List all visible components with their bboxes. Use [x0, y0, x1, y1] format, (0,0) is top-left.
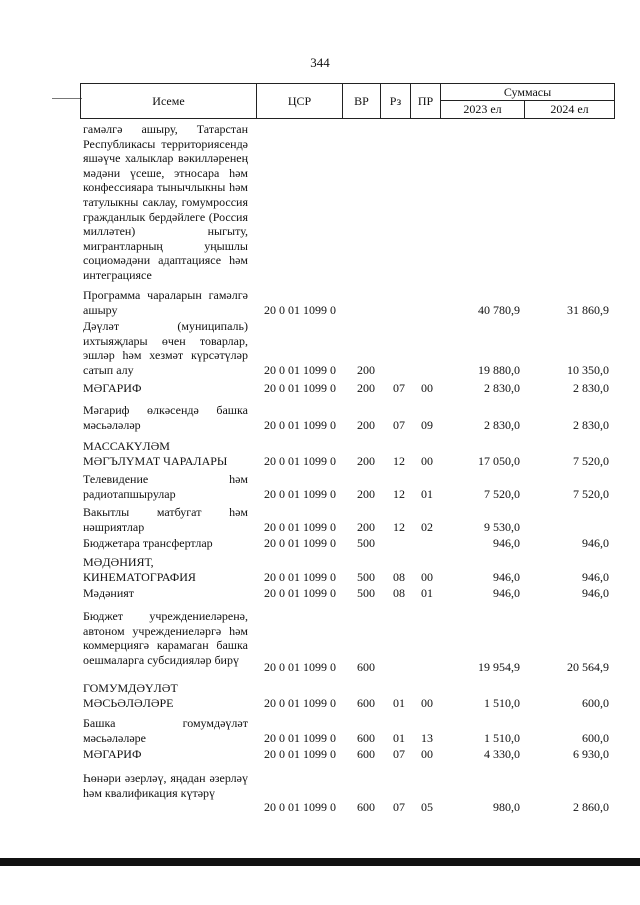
header-name: Исеме	[81, 84, 257, 119]
row-sum-2024: 2 830,0	[573, 417, 609, 432]
row-sum-2023: 2 830,0	[484, 417, 520, 432]
table-row	[0, 503, 640, 536]
row-rz: 12	[393, 486, 405, 501]
row-sum-2024: 20 564,9	[567, 660, 609, 674]
row-pr: 01	[421, 486, 433, 501]
row-name: Дәүләт (муниципаль) ихтыяҗлары өчен товарлар, эшләр һәм хезмәт күрсәтүләр сатып алу	[83, 319, 248, 377]
page-number: 344	[310, 55, 330, 70]
row-vr: 200	[357, 417, 375, 432]
row-pr: 09	[421, 417, 433, 432]
row-vr: 600	[357, 695, 375, 710]
header-sum: Суммасы	[441, 84, 615, 101]
row-sum-2023: 19 880,0	[478, 362, 520, 377]
row-sum-2023: 9 530,0	[484, 519, 520, 534]
row-sum-2024: 946,0	[582, 569, 609, 584]
row-name: Программа чараларын гамәлгә ашыру	[83, 288, 248, 317]
row-sum-2024: 946,0	[582, 536, 609, 550]
margin-mark	[52, 98, 82, 99]
table-row	[0, 122, 640, 288]
row-name: Һөнәри әзерләү, яңадан әзерләү һәм квалификация күтәрү	[83, 771, 248, 800]
row-rz: 07	[393, 381, 405, 395]
row-sum-2023: 946,0	[493, 536, 520, 550]
row-sum-2024: 10 350,0	[567, 362, 609, 377]
row-vr: 200	[357, 362, 375, 377]
row-csr: 20 0 01 1099 0	[264, 586, 336, 600]
row-sum-2023: 980,0	[493, 800, 520, 815]
row-sum-2024: 600,0	[582, 730, 609, 745]
row-vr: 600	[357, 800, 375, 815]
row-sum-2023: 19 954,9	[478, 660, 520, 674]
header-year-2023: 2023 ел	[441, 101, 525, 119]
row-sum-2024: 2 830,0	[573, 381, 609, 395]
row-csr: 20 0 01 1099 0	[264, 519, 336, 534]
table-row	[0, 714, 640, 745]
row-vr: 500	[357, 536, 375, 550]
row-name: МӘГАРИФ	[83, 747, 142, 761]
row-sum-2023: 40 780,9	[478, 302, 520, 317]
row-rz: 01	[393, 695, 405, 710]
row-sum-2023: 1 510,0	[484, 695, 520, 710]
row-csr: 20 0 01 1099 0	[264, 695, 336, 710]
table-body	[0, 122, 640, 816]
row-vr: 500	[357, 569, 375, 584]
row-sum-2024: 946,0	[582, 586, 609, 600]
row-pr: 02	[421, 519, 433, 534]
table-row	[0, 536, 640, 552]
table-row	[0, 677, 640, 714]
row-sum-2023: 4 330,0	[484, 747, 520, 761]
row-name: Телевидение һәм радиотапшырулар	[83, 472, 248, 501]
row-rz: 12	[393, 519, 405, 534]
row-rz: 07	[393, 800, 405, 815]
row-name: МӘГАРИФ	[83, 381, 142, 395]
row-name: Мәдәният	[83, 586, 135, 600]
row-pr: 00	[421, 747, 433, 761]
row-name: ГОМУМДӘҮЛӘТ МӘСЬӘЛӘЛӘРЕ	[83, 681, 178, 710]
row-sum-2024: 600,0	[582, 695, 609, 710]
row-csr: 20 0 01 1099 0	[264, 362, 336, 377]
scan-bottom-border	[0, 858, 640, 866]
table-row	[0, 603, 640, 677]
row-sum-2023: 1 510,0	[484, 730, 520, 745]
table-row	[0, 586, 640, 603]
row-pr: 00	[421, 569, 433, 584]
row-vr: 200	[357, 453, 375, 468]
row-sum-2023: 946,0	[493, 586, 520, 600]
row-name: Башка гомумдәүләт мәсьәләләре	[83, 716, 248, 745]
row-sum-2023: 2 830,0	[484, 381, 520, 395]
row-pr: 00	[421, 695, 433, 710]
row-vr: 200	[357, 519, 375, 534]
row-pr: 01	[421, 586, 433, 600]
row-pr: 00	[421, 453, 433, 468]
row-csr: 20 0 01 1099 0	[264, 747, 336, 761]
row-name: гамәлгә ашыру, Татарстан Республикасы территориясендә яшәүче халыклар вәкилләренең мәдәни үсеше, этносара һәм конфессияара тынычлыкны һәм татулыкны саклау, гомумроссия гражданлык бердәйлеге (Россия милләтен) ныгыту, мигрантларның уңышлы социомәдәни адаптациясе һәм интеграциясе	[83, 122, 248, 282]
row-name: Мәгариф өлкәсендә башка мәсьәләләр	[83, 403, 248, 432]
table-row	[0, 745, 640, 766]
row-rz: 07	[393, 747, 405, 761]
header-vr: ВР	[343, 84, 381, 119]
row-csr: 20 0 01 1099 0	[264, 800, 336, 815]
row-vr: 600	[357, 660, 375, 674]
row-csr: 20 0 01 1099 0	[264, 730, 336, 745]
row-csr: 20 0 01 1099 0	[264, 417, 336, 432]
row-csr: 20 0 01 1099 0	[264, 569, 336, 584]
row-vr: 200	[357, 381, 375, 395]
row-csr: 20 0 01 1099 0	[264, 302, 336, 317]
row-rz: 08	[393, 569, 405, 584]
row-rz: 07	[393, 417, 405, 432]
table-row	[0, 434, 640, 470]
row-name: Бюджет учреждениеләренә, автоном учреждениеләргә һәм коммерциягә карамаган башка оешмаларга субсидияләр бирү	[83, 609, 248, 667]
row-csr: 20 0 01 1099 0	[264, 486, 336, 501]
row-csr: 20 0 01 1099 0	[264, 536, 336, 550]
row-sum-2024: 7 520,0	[573, 486, 609, 501]
row-name: МӘДӘНИЯТ, КИНЕМАТОГРАФИЯ	[83, 555, 196, 584]
table-row	[0, 766, 640, 816]
row-sum-2023: 17 050,0	[478, 453, 520, 468]
row-csr: 20 0 01 1099 0	[264, 453, 336, 468]
header-rz: Рз	[381, 84, 411, 119]
row-rz: 08	[393, 586, 405, 600]
header-pr: ПР	[411, 84, 441, 119]
table-row	[0, 319, 640, 381]
row-vr: 500	[357, 586, 375, 600]
header-csr: ЦСР	[257, 84, 343, 119]
row-csr: 20 0 01 1099 0	[264, 660, 336, 674]
row-rz: 01	[393, 730, 405, 745]
row-pr: 13	[421, 730, 433, 745]
row-pr: 00	[421, 381, 433, 395]
row-sum-2024: 7 520,0	[573, 453, 609, 468]
row-sum-2023: 946,0	[493, 569, 520, 584]
row-sum-2024: 2 860,0	[573, 800, 609, 815]
row-vr: 600	[357, 747, 375, 761]
row-vr: 200	[357, 486, 375, 501]
table-row	[0, 552, 640, 586]
row-pr: 05	[421, 800, 433, 815]
row-sum-2024: 31 860,9	[567, 302, 609, 317]
table-row	[0, 470, 640, 503]
table-row	[0, 397, 640, 434]
row-sum-2023: 7 520,0	[484, 486, 520, 501]
row-name: Бюджетара трансфертлар	[83, 536, 213, 550]
row-name: МАССАКҮЛӘМ МӘГЪЛҮМАТ ЧАРАЛАРЫ	[83, 439, 228, 468]
row-csr: 20 0 01 1099 0	[264, 381, 336, 395]
row-rz: 12	[393, 453, 405, 468]
table-header	[80, 83, 615, 119]
header-year-2024: 2024 ел	[525, 101, 615, 119]
table-row	[0, 288, 640, 319]
row-name: Вакытлы матбугат һәм нәшриятлар	[83, 505, 248, 534]
row-sum-2024: 6 930,0	[573, 747, 609, 761]
table-row	[0, 381, 640, 397]
row-vr: 600	[357, 730, 375, 745]
